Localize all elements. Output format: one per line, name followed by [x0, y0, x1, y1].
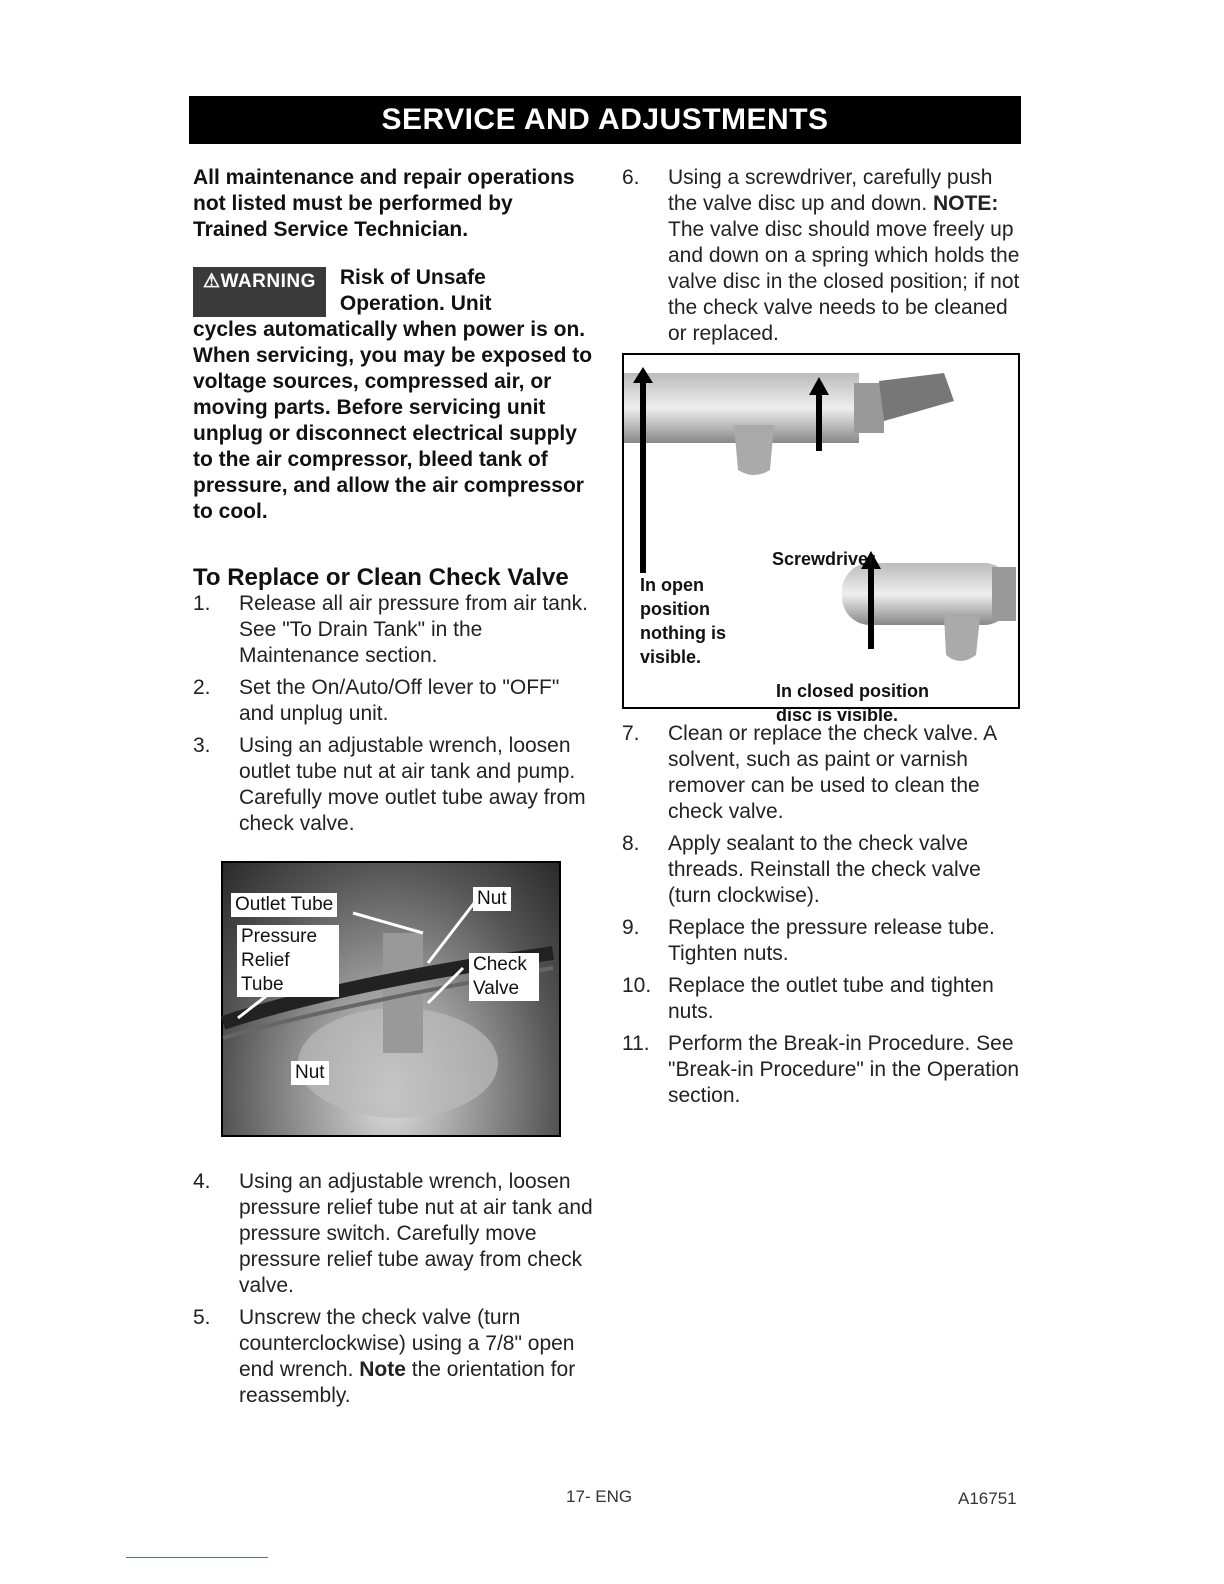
- step-item: [193, 675, 593, 727]
- warning-badge: ⚠WARNING: [193, 267, 326, 317]
- step-text: [668, 165, 1022, 347]
- left-column: [193, 165, 593, 1415]
- label-nut-bottom: Nut: [291, 1061, 329, 1085]
- page-number: 17- ENG: [566, 1487, 633, 1506]
- step-number: 4.: [193, 1170, 211, 1193]
- step-text: Perform the Break-in Procedure. See "Break-in Procedure" in the Operation section.: [668, 1032, 1020, 1107]
- bottom-rule: [126, 1557, 268, 1558]
- step-6-list: [622, 165, 1022, 347]
- step-text: Using an adjustable wrench, loosen pressure relief tube nut at air tank and pressure switch. Carefully move pressure relief tube away from check valve.: [239, 1170, 593, 1297]
- warning-block: [193, 265, 593, 525]
- check-valve-photo: [221, 861, 561, 1137]
- warning-title-line1: Risk of Unsafe: [339, 266, 486, 289]
- step-number: 3.: [193, 734, 211, 757]
- intro-notice: All maintenance and repair operations not listed must be performed by Trained Service Technician.: [193, 166, 575, 241]
- document-code: A16751: [958, 1489, 1017, 1508]
- section-title: To Replace or Clean Check Valve: [193, 564, 569, 591]
- label-screwdriver: Screwdriver: [772, 549, 876, 569]
- caption-closed-position: In closed position disc is visible.: [776, 681, 930, 725]
- step-item: [622, 165, 1022, 347]
- step-number: 11.: [622, 1032, 650, 1055]
- step-item: [193, 1305, 593, 1409]
- warning-title-line2: Operation. Unit: [339, 292, 492, 315]
- step-number: 8.: [622, 832, 640, 855]
- step-item: [622, 721, 1022, 825]
- label-check-valve: Check Valve: [469, 953, 539, 1001]
- step-text: Apply sealant to the check valve threads. Reinstall the check valve (turn clockwise).: [668, 832, 981, 907]
- step-text: Clean or replace the check valve. A solvent, such as paint or varnish remover can be used to clean the check valve.: [668, 722, 997, 823]
- step-number: 6.: [622, 166, 640, 189]
- step6-text: Using a screwdriver, carefully push the valve disc up and down.: [668, 166, 993, 215]
- step-item: [193, 733, 593, 837]
- steps-list-b: [193, 1169, 593, 1409]
- step-number: 9.: [622, 916, 640, 939]
- step-text: Replace the outlet tube and tighten nuts.: [668, 974, 994, 1023]
- right-column: [622, 165, 1022, 1115]
- step-item: [193, 591, 593, 669]
- step-item: [622, 1031, 1022, 1109]
- warning-body: cycles automatically when power is on. When servicing, you may be exposed to voltage sources, compressed air, or moving parts. Before servicing unit unplug or disconnect electrical supply to the air compressor, bleed tank of pressure, and allow the air compressor to cool.: [193, 318, 593, 523]
- step-text: Using an adjustable wrench, loosen outlet tube nut at air tank and pump. Carefully move outlet tube away from check valve.: [239, 734, 586, 835]
- step-number: 5.: [193, 1306, 211, 1329]
- step-number: 1.: [193, 592, 211, 615]
- step-text-after: the orientation for reassembly.: [239, 1358, 576, 1407]
- step-item: [193, 1169, 593, 1299]
- step-text-before: Unscrew the check valve (turn counterclockwise) using a 7/8" open end wrench.: [239, 1306, 575, 1381]
- page-header: SERVICE AND ADJUSTMENTS: [189, 96, 1021, 144]
- step-number: 7.: [622, 722, 640, 745]
- step-item: [622, 831, 1022, 909]
- step-text: Release all air pressure from air tank. See "To Drain Tank" in the Maintenance section.: [239, 592, 588, 667]
- label-nut-top: Nut: [473, 887, 511, 911]
- steps-list-right: [622, 721, 1022, 1109]
- caption-open-position: In open position nothing is visible.: [640, 575, 726, 667]
- step-number: 2.: [193, 676, 211, 699]
- step-number: 10.: [622, 974, 652, 997]
- step6-note-text: The valve disc should move freely up and down on a spring which holds the valve disc in the closed position; if not the check valve needs to be cleaned or replaced.: [668, 218, 1020, 345]
- warning-title: [340, 265, 492, 317]
- step6-note-label: NOTE:: [933, 192, 999, 215]
- valve-disc-photo: [622, 353, 1020, 725]
- steps-list-a: [193, 591, 593, 837]
- label-outlet-tube: Outlet Tube: [231, 893, 337, 917]
- step-item: [622, 973, 1022, 1025]
- step-text: Replace the pressure release tube. Tighten nuts.: [668, 916, 995, 965]
- step-text: Set the On/Auto/Off lever to "OFF" and unplug unit.: [239, 676, 560, 725]
- step-item: [622, 915, 1022, 967]
- step-note-bold: Note: [359, 1358, 406, 1381]
- label-pressure-relief-tube: Pressure Relief Tube: [237, 925, 339, 997]
- step-text: [239, 1305, 593, 1409]
